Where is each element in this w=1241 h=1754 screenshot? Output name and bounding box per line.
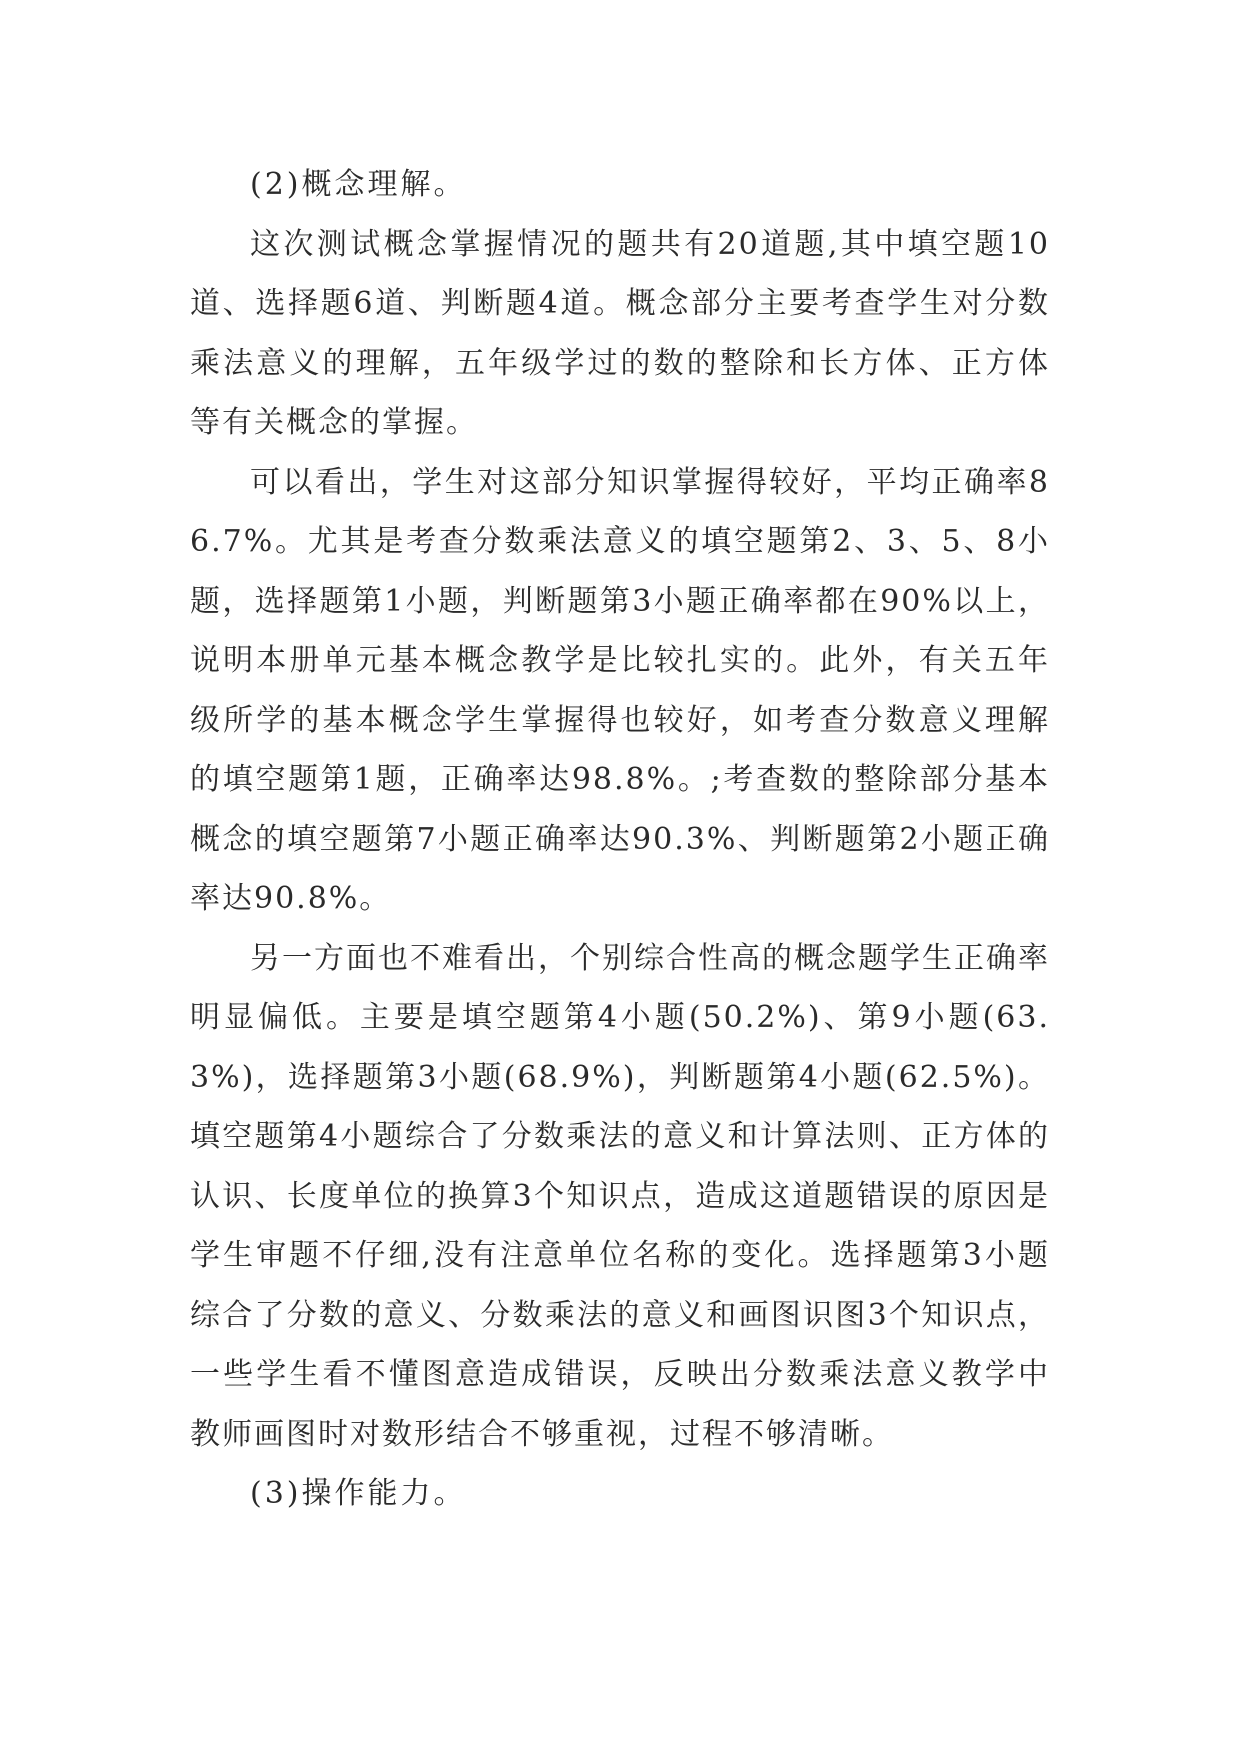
- section-heading-operation: (3)操作能力。: [250, 1476, 467, 1511]
- document-body: [190, 155, 1050, 1524]
- paragraph-good-mastery: 可以看出，学生对这部分知识掌握得较好，平均正确率86.7%。尤其是考查分数乘法意义的填空题第2、3、5、8小题，选择题第1小题，判断题第3小题正确率都在90%以上，说明本册单元基本概念教学是比较扎实的。此外，有关五年级所学的基本概念学生掌握得也较好，如考查分数意义理解的填空题第1题，正确率达98.8%。;考查数的整除部分基本概念的填空题第7小题正确率达90.3%、判断题第2小题正确率达90.8%。: [190, 464, 1050, 916]
- section-heading-concept: (2)概念理解。: [250, 167, 467, 202]
- paragraph-test-overview: 这次测试概念掌握情况的题共有20道题,其中填空题10道、选择题6道、判断题4道。概念部分主要考查学生对分数乘法意义的理解，五年级学过的数的整除和长方体、正方体等有关概念的掌握。: [190, 226, 1050, 440]
- paragraph-low-accuracy: 另一方面也不难看出，个别综合性高的概念题学生正确率明显偏低。主要是填空题第4小题(50.2%)、第9小题(63.3%)，选择题第3小题(68.9%)，判断题第4小题(62.5%)。填空题第4小题综合了分数乘法的意义和计算法则、正方体的认识、长度单位的换算3个知识点，造成这道题错误的原因是学生审题不仔细,没有注意单位名称的变化。选择题第3小题综合了分数的意义、分数乘法的意义和画图识图3个知识点，一些学生看不懂图意造成错误，反映出分数乘法意义教学中教师画图时对数形结合不够重视，过程不够清晰。: [190, 940, 1050, 1452]
